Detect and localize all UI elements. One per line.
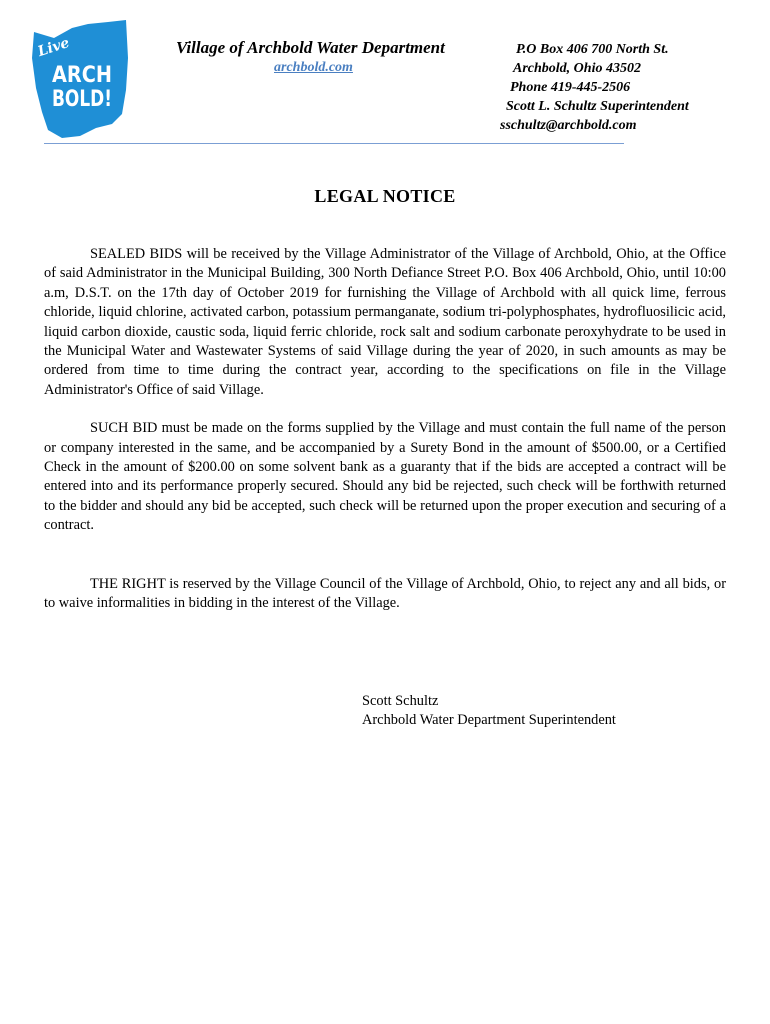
address-city: Archbold, Ohio 43502 — [513, 61, 641, 76]
logo-bold-text: BOLD! — [52, 87, 112, 112]
logo-arch-text: ARCH — [52, 63, 112, 88]
address-po-box: P.O Box 406 700 North St. — [516, 42, 669, 57]
address-phone: Phone 419-445-2506 — [510, 80, 631, 95]
paragraph-sealed-bids: SEALED BIDS will be received by the Village Administrator of the Village of Archbold, Ohio, at the Office of said Administrator in the Municipal Building, 300 North Defiance Street P.O. Box 406 Archbold, Ohio, until 10:00 a.m, D.S.T. on the 17th day of October 2019 for furnishing the Village of Archbold with all quick lime, ferrous chloride, liquid chlorine, activated carbon, potassium permanganate, sodium tri-polyphosphates, hydrofluosilicic acid, liquid carbon dioxide, caustic soda, liquid ferric chloride, rock salt and sodium carbonate peroxyhydrate to be used in the Municipal Water and Wastewater Systems of said Village during the year of 2020, in such amounts as may be ordered from time to time during the contract year, according to the specifications on file in the Village Administrator's Office of said Village. — [44, 246, 726, 398]
header-divider — [44, 143, 624, 144]
address-email: sschultz@archbold.com — [500, 118, 637, 133]
paragraph-such-bid: SUCH BID must be made on the forms supplied by the Village and must contain the full name of the person or company interested in the same, and be accompanied by a Surety Bond in the amount of $500.00, or a Certified Check in the amount of $200.00 on some solvent bank as a guaranty that if the bids are accepted a contract will be entered into and its performance properly secured. Should any bid be rejected, such check will be forthwith returned to the bidder and should any bid be accepted, such check will be returned upon the proper execution and securing of a contract. — [44, 420, 726, 534]
org-name: Village of Archbold Water Department — [176, 38, 445, 57]
contact-address-block — [498, 40, 728, 135]
signature-block — [362, 692, 616, 731]
address-superintendent: Scott L. Schultz Superintendent — [506, 99, 689, 114]
notice-body — [44, 245, 726, 614]
signature-name: Scott Schultz — [362, 693, 439, 709]
notice-title: LEGAL NOTICE — [314, 186, 456, 206]
archbold-logo — [28, 18, 132, 140]
logo-live-text: Live — [35, 34, 72, 61]
paragraph-the-right: THE RIGHT is reserved by the Village Council of the Village of Archbold, Ohio, to reject any and all bids, or to waive informalities in bidding in the interest of the Village. — [44, 575, 726, 612]
website-link[interactable]: archbold.com — [274, 60, 353, 75]
signature-title: Archbold Water Department Superintendent — [362, 712, 616, 729]
